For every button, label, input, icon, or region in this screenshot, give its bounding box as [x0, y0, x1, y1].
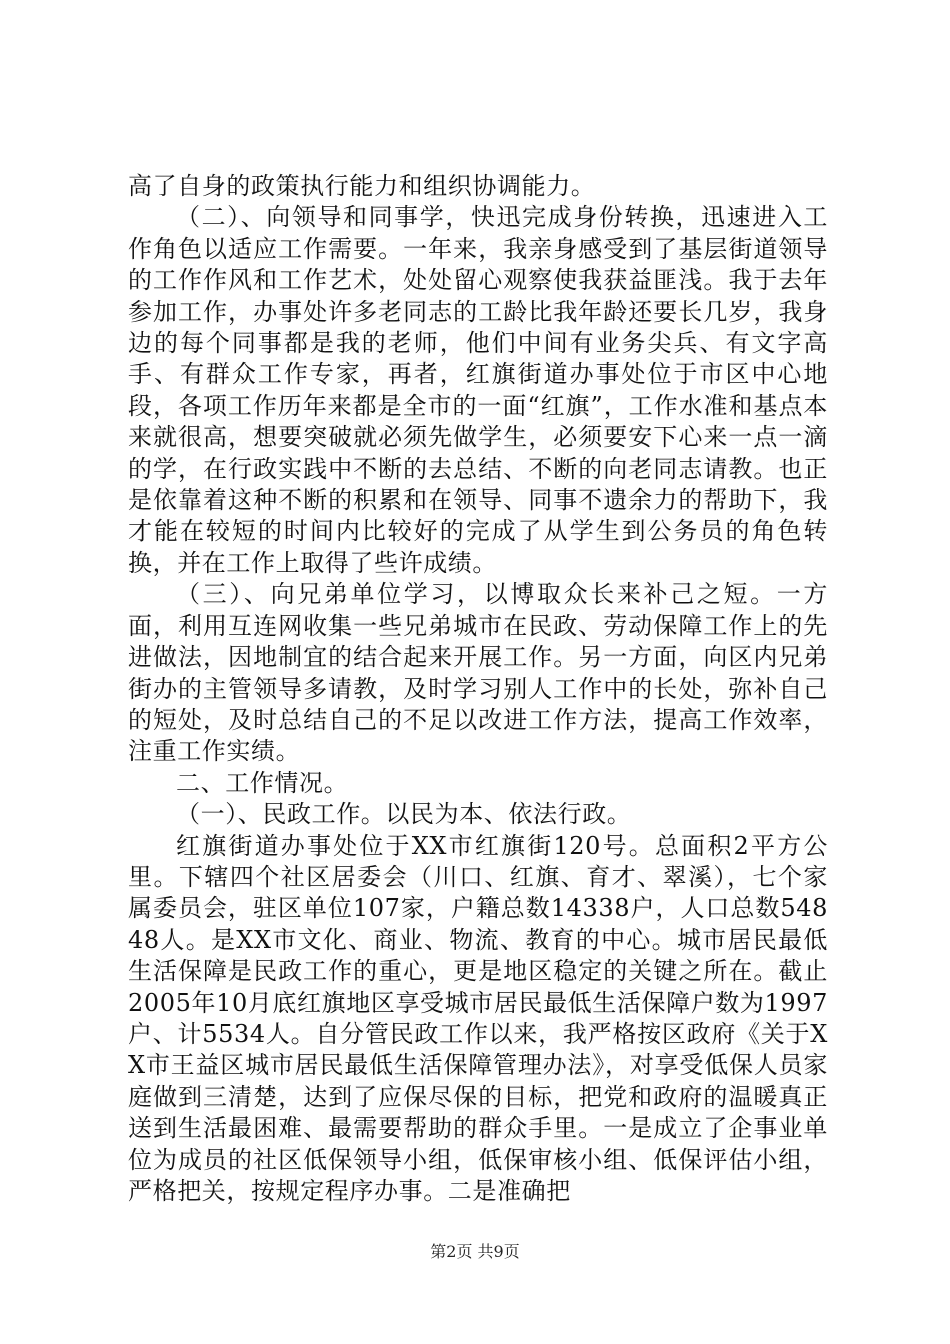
paragraph-civil-affairs-details: 红旗街道办事处位于XX市红旗街120号。总面积2平方公里。下辖四个社区居委会（川口、红旗、育才、翠溪），七个家属委员会，驻区单位107家，户籍总数14338户，人口总数54848人。是XX市文化、商业、物流、教育的中心。城市居民最低生活保障是民政工作的重心，更是地区稳定的关键之所在。截止2005年10月底红旗地区享受城市居民最低生活保障户数为1997户、计5534人。自分管民政工作以来，我严格按区政府《关于XX市王益区城市居民最低生活保障管理办法》，对享受低保人员家庭做到三清楚，达到了应保尽保的目标，把党和政府的温暖真正送到生活最困难、最需要帮助的群众手里。一是成立了企事业单位为成员的社区低保领导小组，低保审核小组、低保评估小组，严格把关，按规定程序办事。二是准确把: [128, 831, 828, 1205]
heading-work-situation: 二、工作情况。: [176, 768, 349, 797]
paragraph-section-2: （二）、向领导和同事学，快迅完成身份转换，迅速进入工作角色以适应工作需要。一年来，我亲身感受到了基层街道领导的工作作风和工作艺术，处处留心观察使我获益匪浅。我于去年参加工作，办事处许多老同志的工龄比我年龄还要长几岁，我身边的每个同事都是我的老师，他们中间有业务尖兵、有文字高手、有群众工作专家，再者，红旗街道办事处位于市区中心地段，各项工作历年来都是全市的一面“红旗”，工作水准和基点本来就很高，想要突破就必须先做学生，必须要安下心来一点一滴的学，在行政实践中不断的去总结、不断的向老同志请教。也正是依靠着这种不断的积累和在领导、同事不遗余力的帮助下，我才能在较短的时间内比较好的完成了从学生到公务员的角色转换，并在工作上取得了些许成绩。: [128, 203, 828, 577]
document-body: [128, 171, 828, 1207]
page-footer: 第2页 共9页: [430, 1242, 520, 1261]
paragraph-section-3: （三）、向兄弟单位学习，以博取众长来补己之短。一方面，利用互连网收集一些兄弟城市在民政、劳动保障工作上的先进做法，因地制宜的结合起来开展工作。另一方面，向区内兄弟街办的主管领导多请教，及时学习别人工作中的长处，弥补自己的短处，及时总结自己的不足以改进工作方法，提高工作效率，注重工作实绩。: [128, 580, 828, 766]
paragraph-continuation: 高了自身的政策执行能力和组织协调能力。: [128, 172, 596, 200]
heading-civil-affairs: （一）、民政工作。以民为本、依法行政。: [176, 800, 632, 829]
